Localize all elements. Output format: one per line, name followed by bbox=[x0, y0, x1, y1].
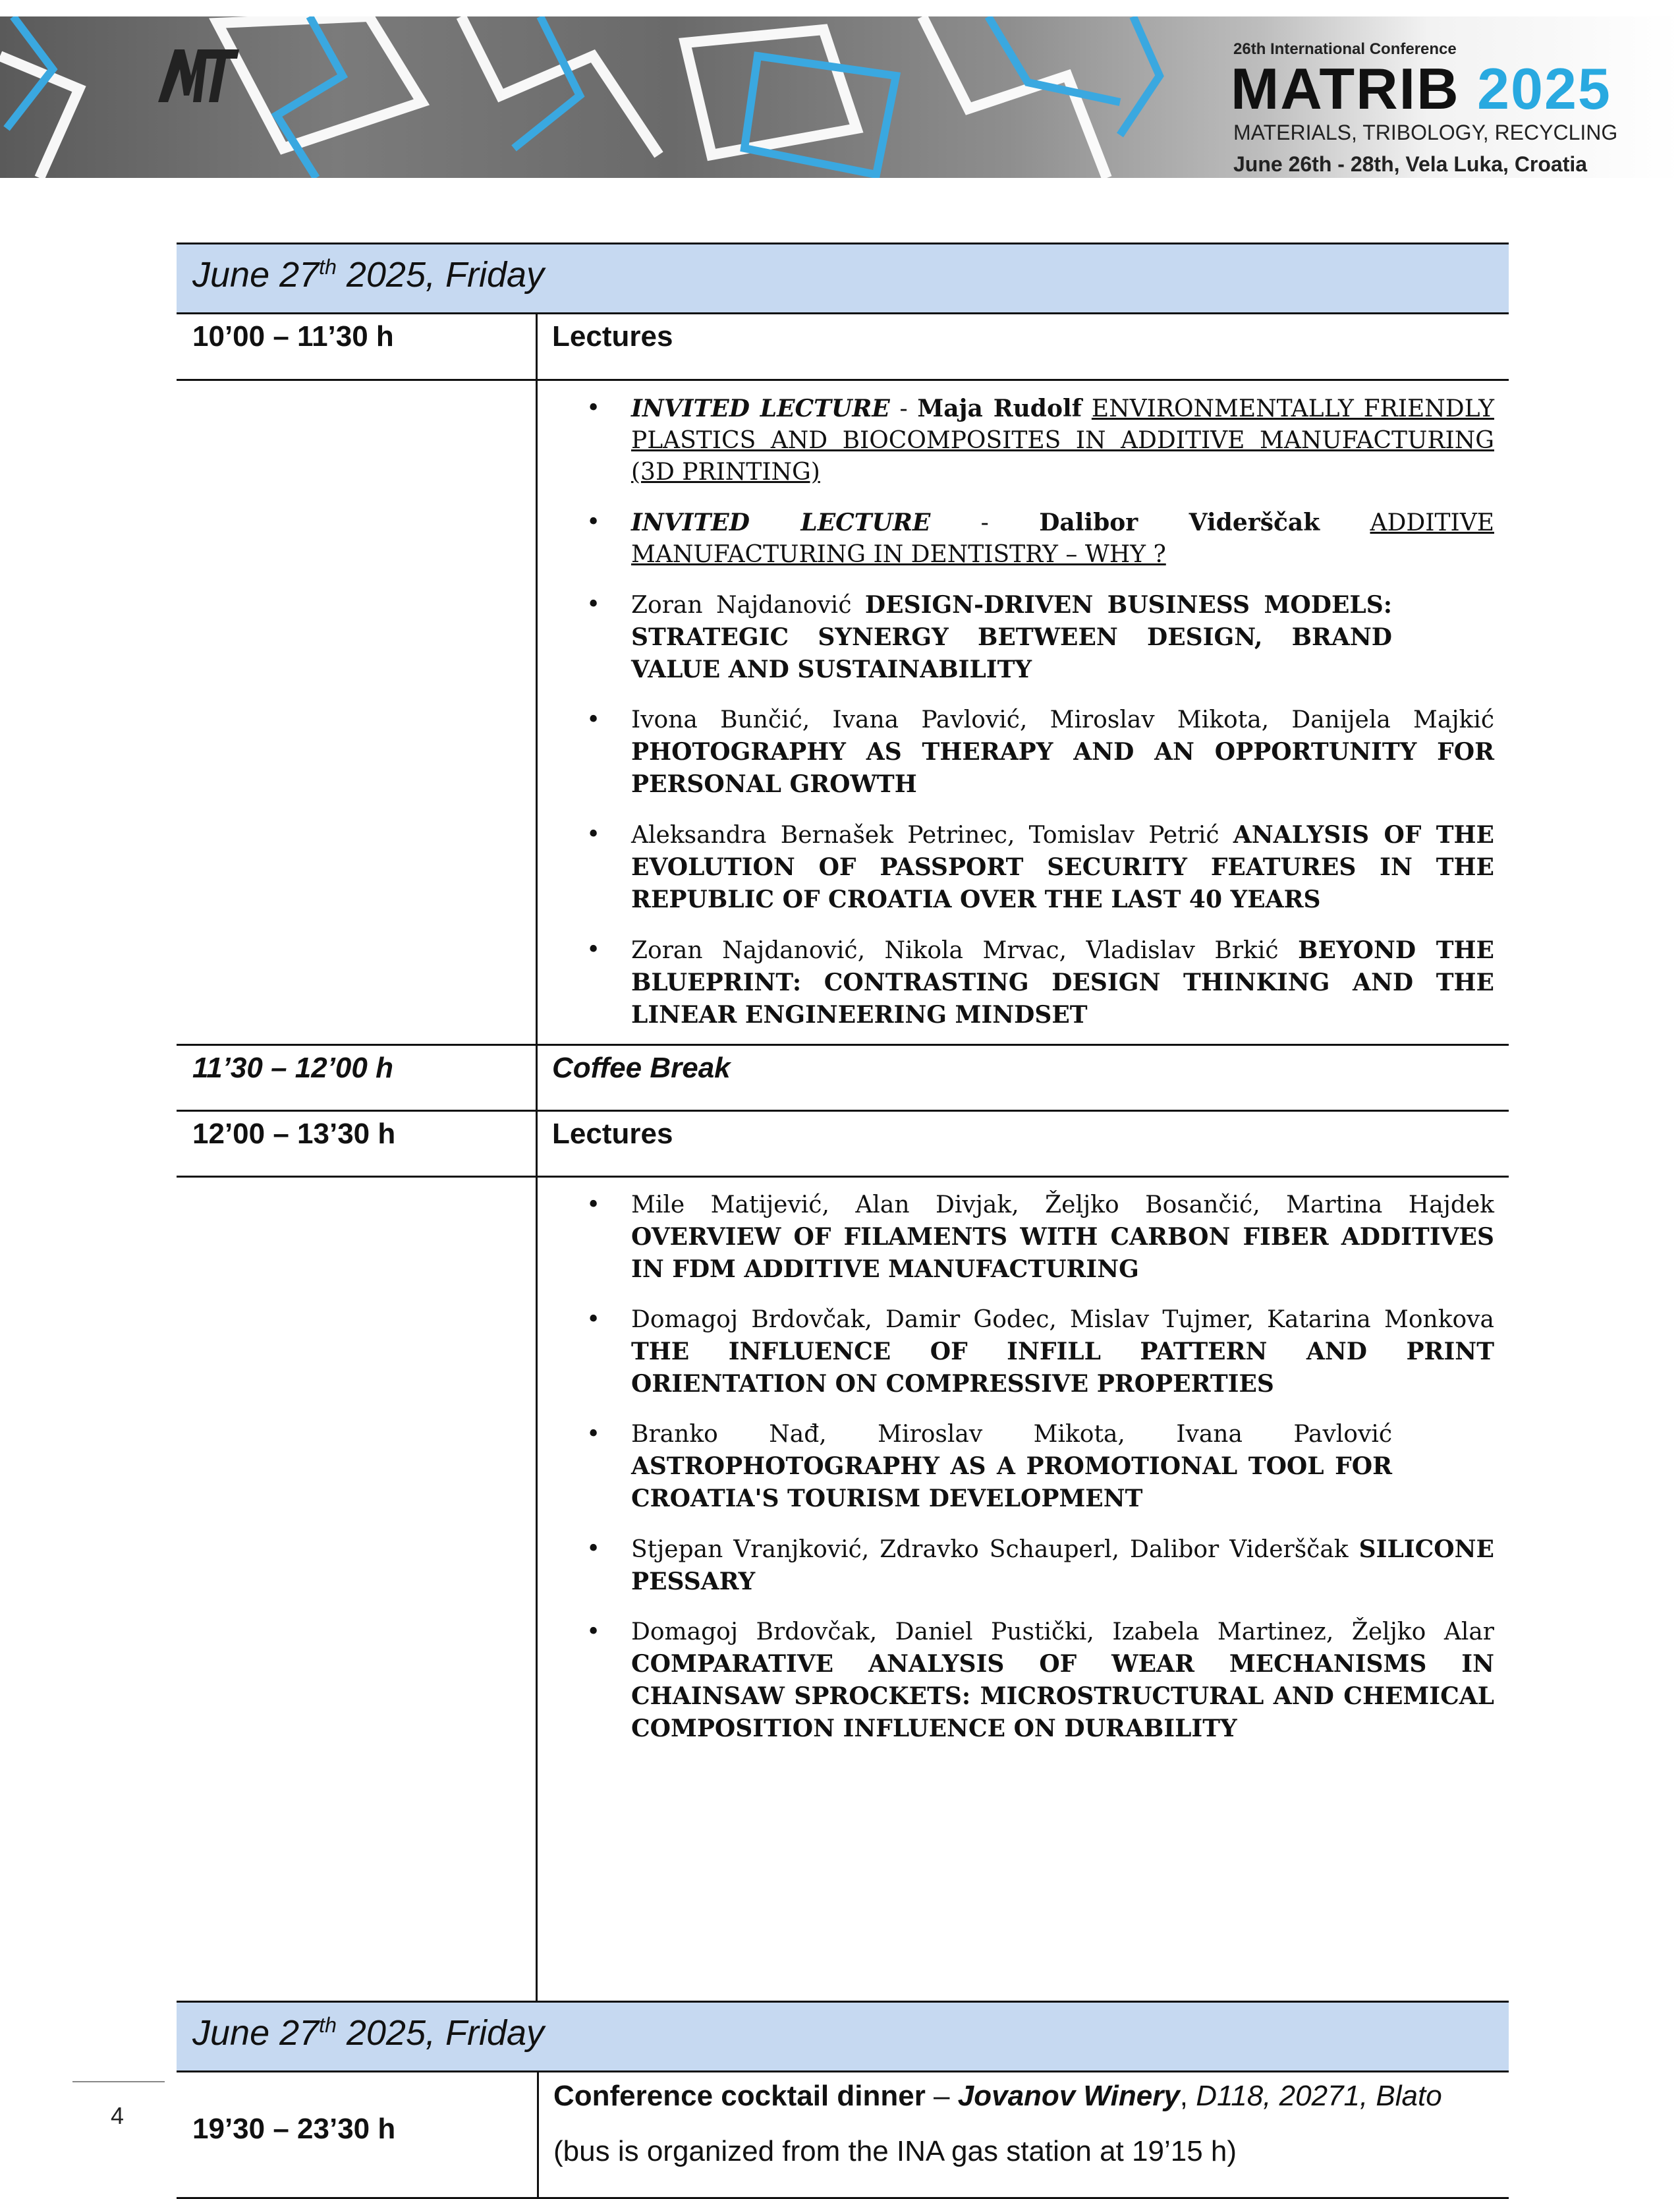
conference-year: 2025 bbox=[1477, 56, 1611, 121]
dinner-note: (bus is organized from the INA gas station at 19’15 h) bbox=[553, 2135, 1237, 2167]
conference-topics: MATERIALS, TRIBOLOGY, RECYCLING bbox=[1233, 121, 1618, 144]
day-header bbox=[177, 2001, 1509, 2070]
list-item: • Mile Matijević, Alan Divjak, Željko Bosančić, Martina Hajdek OVERVIEW OF FILAMENTS WITH CARBON FIBER ADDITIVES IN FDM ADDITIVE MANUFACTURING bbox=[552, 1189, 1494, 1286]
bullet-icon: • bbox=[586, 1306, 601, 1333]
conference-title-block bbox=[1225, 28, 1673, 176]
list-item: • Ivona Bunčić, Ivana Pavlović, Miroslav Mikota, Danijela Majkić PHOTOGRAPHY AS THERAPY AND AN OPPORTUNITY FOR PERSONAL GROWTH bbox=[552, 704, 1494, 801]
mt-logo-icon bbox=[155, 43, 240, 109]
header-banner bbox=[0, 16, 1680, 178]
conference-edition: 26th International Conference bbox=[1233, 40, 1457, 58]
dinner-title: Conference cocktail dinner – Jovanov Winery, D118, 20271, Blato bbox=[553, 2080, 1442, 2112]
table-rule bbox=[177, 379, 1509, 381]
table-rule bbox=[177, 2001, 1509, 2003]
bullet-icon: • bbox=[586, 936, 601, 963]
table-rule bbox=[177, 1176, 1509, 1178]
list-item: • Zoran Najdanović, Nikola Mrvac, Vladislav Brkić BEYOND THE BLUEPRINT: CONTRASTING DESIGN THINKING AND THE LINEAR ENGINEERING MINDSET bbox=[552, 934, 1494, 1031]
conference-dates: June 26th - 28th, Vela Luka, Croatia bbox=[1233, 152, 1588, 176]
session-label: Lectures bbox=[552, 320, 673, 353]
bullet-icon: • bbox=[586, 509, 601, 536]
bullet-icon: • bbox=[586, 1618, 601, 1645]
table-rule bbox=[177, 1044, 1509, 1046]
list-item: • INVITED LECTURE - Dalibor Viderščak ADDITIVE MANUFACTURING IN DENTISTRY – WHY ? bbox=[552, 507, 1494, 571]
session-time: 10’00 – 11’30 h bbox=[192, 320, 394, 353]
conference-name-text: MATRIB bbox=[1231, 56, 1460, 121]
bullet-icon: • bbox=[586, 1421, 601, 1448]
bullet-icon: • bbox=[586, 591, 601, 618]
list-item: • Stjepan Vranjković, Zdravko Schauperl, Dalibor Viderščak SILICONE PESSARY bbox=[552, 1533, 1494, 1598]
session2-talk-list bbox=[552, 1189, 1494, 1763]
day-header-text: June 27th 2025, Friday bbox=[192, 2013, 545, 2053]
dinner-time: 19’30 – 23’30 h bbox=[192, 2113, 396, 2145]
conference-name bbox=[1231, 56, 1611, 121]
page-number: 4 bbox=[111, 2102, 125, 2129]
bullet-icon: • bbox=[586, 821, 601, 848]
bullet-icon: • bbox=[586, 395, 601, 422]
table-rule bbox=[177, 243, 1509, 244]
footer-rule bbox=[72, 2081, 165, 2082]
bullet-icon: • bbox=[586, 1191, 601, 1218]
bullet-icon: • bbox=[586, 706, 601, 733]
day-header bbox=[177, 243, 1509, 312]
break-label: Coffee Break bbox=[552, 1052, 731, 1084]
session-time: 12’00 – 13’30 h bbox=[192, 1118, 396, 1150]
list-item: • Domagoj Brdovčak, Daniel Pustički, Izabela Martinez, Željko Alar COMPARATIVE ANALYSIS OF WEAR MECHANISMS IN CHAINSAW SPROCKETS: MICROSTRUCTURAL AND CHEMICAL COMPOSITION INFLUENCE ON DURABILITY bbox=[552, 1616, 1494, 1745]
table-rule bbox=[177, 2070, 1509, 2072]
table-rule bbox=[177, 312, 1509, 314]
column-divider bbox=[537, 2070, 539, 2197]
list-item: • Zoran Najdanović DESIGN-DRIVEN BUSINESS MODELS: STRATEGIC SYNERGY BETWEEN DESIGN, BRAND VALUE AND SUSTAINABILITY bbox=[552, 589, 1494, 686]
list-item: • Branko Nađ, Miroslav Mikota, Ivana Pavlović ASTROPHOTOGRAPHY AS A PROMOTIONAL TOOL FOR CROATIA'S TOURISM DEVELOPMENT bbox=[552, 1419, 1494, 1515]
list-item: • Aleksandra Bernašek Petrinec, Tomislav Petrić ANALYSIS OF THE EVOLUTION OF PASSPORT SECURITY FEATURES IN THE REPUBLIC OF CROATIA OVER THE LAST 40 YEARS bbox=[552, 819, 1494, 916]
session1-talk-list bbox=[552, 393, 1494, 1050]
session-label: Lectures bbox=[552, 1118, 673, 1150]
column-divider bbox=[536, 312, 538, 2001]
day-header-text: June 27th 2025, Friday bbox=[192, 255, 545, 295]
list-item: • INVITED LECTURE - Maja Rudolf ENVIRONMENTALLY FRIENDLY PLASTICS AND BIOCOMPOSITES IN ADDITIVE MANUFACTURING (3D PRINTING) bbox=[552, 393, 1494, 488]
bullet-icon: • bbox=[586, 1535, 601, 1562]
break-time: 11’30 – 12’00 h bbox=[192, 1052, 393, 1084]
list-item: • Domagoj Brdovčak, Damir Godec, Mislav Tujmer, Katarina Monkova THE INFLUENCE OF INFILL PATTERN AND PRINT ORIENTATION ON COMPRESSIVE PROPERTIES bbox=[552, 1304, 1494, 1400]
table-rule bbox=[177, 1110, 1509, 1112]
